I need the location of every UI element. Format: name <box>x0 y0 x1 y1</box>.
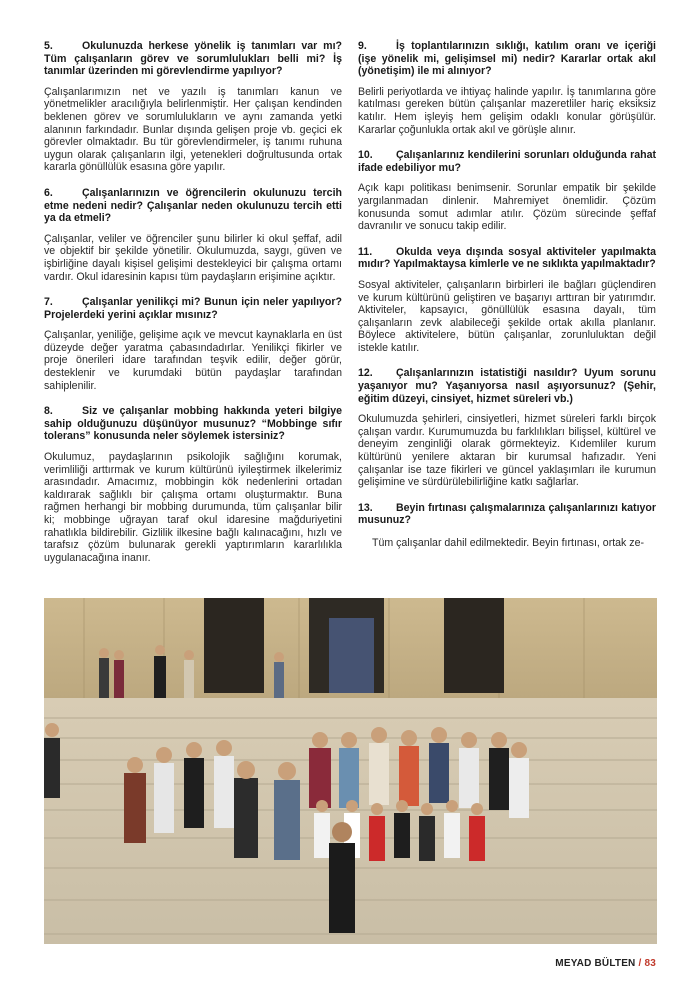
question-heading <box>44 187 342 225</box>
publication-name: MEYAD BÜLTEN <box>555 958 636 969</box>
footer-separator: / <box>638 958 642 969</box>
page-number: 83 <box>644 958 656 969</box>
qa-section-9 <box>358 40 656 136</box>
doorway-right <box>444 598 504 693</box>
qa-section-10 <box>358 149 656 233</box>
left-column <box>44 40 342 577</box>
question-heading <box>358 40 656 78</box>
qa-section-12 <box>358 367 656 488</box>
question-text: Okulunuzda herkese yönelik iş tanımları var mı? Tüm çalışanların görev ve sorumlulukları belli mi? İş tanımlar üzerinden mi görevlendirme yapılıyor? <box>44 40 342 78</box>
qa-section-5 <box>44 40 342 174</box>
group-photo <box>44 598 657 944</box>
answer-paragraph: Okulumuz, paydaşlarının psikolojik sağlığını korumak, verimliliği arttırmak ve kurum kültürünü iyileştirmek ilkelerimiz arasındadır. Amacımız, mobbingin kök nedenlerini ortadan kaldırarak sağlıklı bir çalışma ortamı oluşturmaktır. Buna rağmen herhangi bir mobbing durumunda, tüm çalışanlar bilir ki; mobbinge uğrayan taraf okul idaresine mağduriyetini rahatlıkla bildirebilir. Gizlilik ilkesine bağlı kalınacağını, hızlı ve tarafsız çözüm bulunarak gerekli yaptırımların kararlılıkla uygulanacağına inanır. <box>44 451 342 564</box>
question-text: Çalışanlar yenilikçi mi? Bunun için neler yapılıyor? Projelerdeki yerini açıklar mısınız? <box>44 296 342 321</box>
doorway-left <box>204 598 264 693</box>
question-heading <box>358 246 656 271</box>
question-heading <box>44 405 342 443</box>
question-number: 7. <box>44 296 53 309</box>
qa-section-13 <box>358 502 656 550</box>
question-number: 10. <box>358 149 373 162</box>
question-heading <box>358 149 656 174</box>
question-text: Çalışanlarınız kendilerini sorunları olduğunda rahat ifade edebiliyor mu? <box>358 149 656 174</box>
question-text: İş toplantılarınızın sıklığı, katılım oranı ve içeriği (işe yönelik mi, gelişimsel mi) nedir? Kararlar ortak akıl (yönetişim) ile mi alınıyor? <box>358 40 656 78</box>
question-heading <box>44 40 342 78</box>
question-number: 6. <box>44 186 53 199</box>
qa-section-11 <box>358 246 656 355</box>
question-number: 9. <box>358 40 367 52</box>
answer-paragraph: Açık kapı politikası benimsenir. Sorunlar empatik bir şekilde yargılanmadan dinlenir. Mahremiyet önemlidir. Çözüm konusunda somut adımlar atılır. Çözüm sürecinde şeffaf davranılır ve sonucu takip edilir. <box>358 182 656 233</box>
question-number: 11. <box>358 245 373 258</box>
answer-paragraph: Çalışanlar, yeniliğe, gelişime açık ve mevcut kaynaklarla en üst düzeyde değer yaratma çabasındadırlar. Yenilikçi fikirler ve proje önerileri idare tarafından teşvik edilir, değer görür, desteklenir ve kurumdaki bütün paydaşlar tarafından sahiplenilir. <box>44 329 342 392</box>
page-footer <box>555 958 656 969</box>
question-text: Çalışanlarınızın ve öğrencilerin okulunuzu tercih etme nedeni nedir? Çalışanlar neden okulunuzu tercih etti ya da etmeli? <box>44 186 342 225</box>
answer-paragraph: Çalışanlar, veliler ve öğrenciler şunu bilirler ki okul şeffaf, adil ve objektif bir şekilde yönetilir. Okulumuzda, saygı, güven ve işbirliğine dayalı kişisel gelişimi destekleyici bir çalışma ortamı vardır. Okul idaresinin kapısı tüm paydaşların erişimine açıktır. <box>44 232 342 283</box>
question-text: Okulda veya dışında sosyal aktiviteler yapılmakta mıdır? Yapılmaktaysa kimlerle ve ne sıklıkta yapılmaktadır? <box>358 245 656 271</box>
question-heading <box>44 296 342 321</box>
right-column <box>358 40 656 563</box>
question-number: 8. <box>44 405 53 418</box>
answer-paragraph: Çalışanlarımızın net ve yazılı iş tanımları kanun ve yönetmelikler aracılığıyla belirlenmiştir. Her çalışan kendinden beklenen görev ve sorumlulukların ve aynı zamanda yetki alanının farkındadır. Bunlar dışında gelişen proje vb. geçici ek görevler olmaktadır. Bu tür görevlendirmeler, iş tanımı ruhuna uygun olarak çalışanların ilgi, yetenekleri doğrultusunda ortak kararla gönüllülük esasına göre yapılır. <box>44 85 342 174</box>
group-photo-illustration <box>44 598 657 944</box>
answer-paragraph-continued: Tüm çalışanlar dahil edilmektedir. Beyin fırtınası, ortak ze- <box>372 537 645 549</box>
qa-section-6 <box>44 187 342 283</box>
question-text: Çalışanlarınızın istatistiği nasıldır? Uyum sorunu yaşanıyor mu? Yaşanıyorsa nasıl aşıyorsunuz? (Şehir, eğitim düzeyi, cinsiyet, hizmet süreleri vb.) <box>358 367 656 405</box>
answer-paragraph: Belirli periyotlarda ve ihtiyaç halinde yapılır. İş tanımlarına göre katılması gereken bütün çalışanlar mazeretliler hariç eksiksiz katılır. Hem işleyiş hem gelişim odaklı konular görüşülür. Kararlar çoğunlukla ortak akıl ve görüşle alınır. <box>358 85 656 136</box>
question-heading <box>358 502 656 527</box>
question-number: 13. <box>358 501 373 514</box>
answer-paragraph: Okulumuzda şehirleri, cinsiyetleri, hizmet süreleri farklı birçok çalışan vardır. Kurumumuzda bu farklılıkları bilişsel, kültürel ve deneyim zenginliği olarak görmekteyiz. Kıdemliler kurum kültürünü yenilere aktaran bir kurumsal hafızadır. Yeni çalışanlar ise taze fikirleri ve güncel yaklaşımları ile kurumun gelişimine ve sürdürülebilirliğine katkı sağlarlar. <box>358 413 656 489</box>
question-number: 5. <box>44 40 53 52</box>
question-text: Beyin fırtınası çalışmalarınıza çalışanlarınızı katıyor musunuz? <box>358 501 656 527</box>
question-heading <box>358 367 656 405</box>
question-text: Siz ve çalışanlar mobbing hakkında yeteri bilgiye sahip olduğunuzu düşünüyor musunuz? “Mobbinge sıfır tolerans” konusunda neler söylemek istersiniz? <box>44 405 342 443</box>
answer-paragraph: Sosyal aktiviteler, çalışanların birbirleri ile bağları güçlendiren ve kurum kültürünü geliştiren ve başarıyı arttıran bir yatırımdır. Aktiviteler, kapsayıcı, gönüllülük esasına dayalı, tüm çalışanların zevk alabileceği şekilde ortak akılla planlanır. Böylece aktivitelere, bütün çalışanlar, zorunluluktan değil istekle katılır. <box>358 278 656 354</box>
qa-section-8 <box>44 405 342 564</box>
question-number: 12. <box>358 367 373 380</box>
doorway-grille <box>329 618 374 693</box>
qa-section-7 <box>44 296 342 392</box>
